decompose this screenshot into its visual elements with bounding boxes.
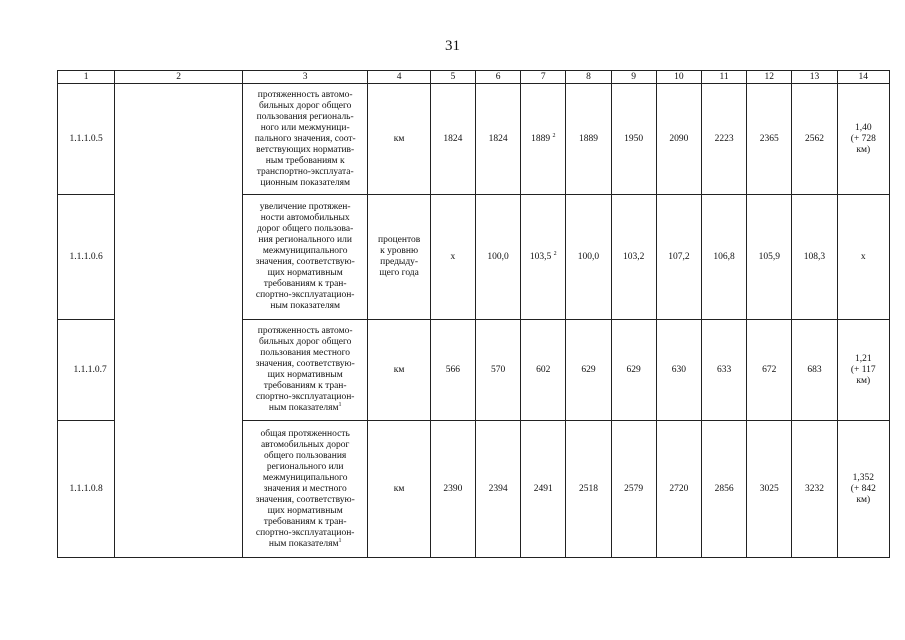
value-cell: 2720	[656, 421, 701, 558]
value-cell: 633	[701, 320, 746, 421]
value-cell: 2390	[430, 421, 475, 558]
footnote-mark: 1	[338, 401, 342, 408]
footnote-mark: 1	[338, 537, 342, 544]
program-name-cell	[115, 84, 243, 558]
header-cell: 2	[115, 71, 243, 84]
row-code: 1.1.1.0.5	[58, 84, 115, 195]
row-code: 1.1.1.0.7	[58, 320, 115, 421]
header-cell: 7	[521, 71, 566, 84]
value-cell: 3232	[792, 421, 837, 558]
table-row	[58, 84, 890, 195]
value-cell: 630	[656, 320, 701, 421]
value-cell: 106,8	[701, 195, 746, 320]
value-cell: 103,5 $^2$	[521, 195, 566, 320]
value-cell: 3025	[747, 421, 792, 558]
value-cell: 566	[430, 320, 475, 421]
value-cell: 100,0	[566, 195, 611, 320]
row-code: 1.1.1.0.6	[58, 195, 115, 320]
value-cell: 2579	[611, 421, 656, 558]
value-cell: 107,2	[656, 195, 701, 320]
header-cell: 4	[368, 71, 430, 84]
row-unit: км	[368, 84, 430, 195]
header-cell: 14	[837, 71, 889, 84]
value-cell: 1889	[566, 84, 611, 195]
indicator-table	[57, 70, 890, 558]
value-cell: 2090	[656, 84, 701, 195]
header-cell: 5	[430, 71, 475, 84]
row-unit: км	[368, 320, 430, 421]
header-cell: 8	[566, 71, 611, 84]
value-cell: 2394	[475, 421, 520, 558]
header-cell: 13	[792, 71, 837, 84]
value-cell: 100,0	[475, 195, 520, 320]
value-cell: 2365	[747, 84, 792, 195]
value-cell: 105,9	[747, 195, 792, 320]
header-cell: 9	[611, 71, 656, 84]
row-unit: процентов к уровню предыду- щего года	[368, 195, 430, 320]
row-description: протяженность автомо- бильных дорог общего пользования региональ- ного или межмуници- пального значения, соот- ветствующих норматив- ным требованиям к транспортно-эксплуата- ционным показателям	[242, 84, 368, 195]
header-cell: 1	[58, 71, 115, 84]
value-cell: 2491	[521, 421, 566, 558]
header-cell: 3	[242, 71, 368, 84]
value-cell: 672	[747, 320, 792, 421]
total-change-cell: 1,40 (+ 728 км)	[837, 84, 889, 195]
value-cell: 2562	[792, 84, 837, 195]
total-change-cell: 1,352 (+ 842 км)	[837, 421, 889, 558]
row-code: 1.1.1.0.8	[58, 421, 115, 558]
value-cell: 2223	[701, 84, 746, 195]
row-description: увеличение протяжен- ности автомобильных дорог общего пользова- ния регионального или межмуниципального значения, соответствую- щих нормативным требованиям к тран- спортно-эксплуатацион- ным показателям	[242, 195, 368, 320]
value-cell: 1824	[430, 84, 475, 195]
value-cell: 1889 $^2$	[521, 84, 566, 195]
header-row	[58, 71, 890, 84]
footnote-mark: 2	[553, 250, 557, 257]
value-cell: 629	[566, 320, 611, 421]
header-cell: 11	[701, 71, 746, 84]
row-description: протяженность автомо- бильных дорог общего пользования местного значения, соответствую- щих нормативным требованиям к тран- спортно-эксплуатацион- ным показателям$^1$	[242, 320, 368, 421]
value-cell: 629	[611, 320, 656, 421]
row-unit: км	[368, 421, 430, 558]
value-cell: 103,2	[611, 195, 656, 320]
value-cell: 570	[475, 320, 520, 421]
value-cell: 1950	[611, 84, 656, 195]
footnote-mark: 2	[552, 132, 556, 139]
value-cell: 108,3	[792, 195, 837, 320]
value-cell: x	[430, 195, 475, 320]
page-number: 31	[445, 38, 460, 54]
value-cell: 2518	[566, 421, 611, 558]
value-cell: 2856	[701, 421, 746, 558]
row-description: общая протяженность автомобильных дорог общего пользования регионального или межмуниципального значения и местного значения, соответствую- щих нормативным требованиям к тран- спортно-эксплуатацион- ным показателям$^1$	[242, 421, 368, 558]
value-cell: 683	[792, 320, 837, 421]
value-cell: 602	[521, 320, 566, 421]
total-change-cell: x	[837, 195, 889, 320]
header-cell: 6	[475, 71, 520, 84]
header-cell: 12	[747, 71, 792, 84]
value-cell: 1824	[475, 84, 520, 195]
total-change-cell: 1,21 (+ 117 км)	[837, 320, 889, 421]
header-cell: 10	[656, 71, 701, 84]
